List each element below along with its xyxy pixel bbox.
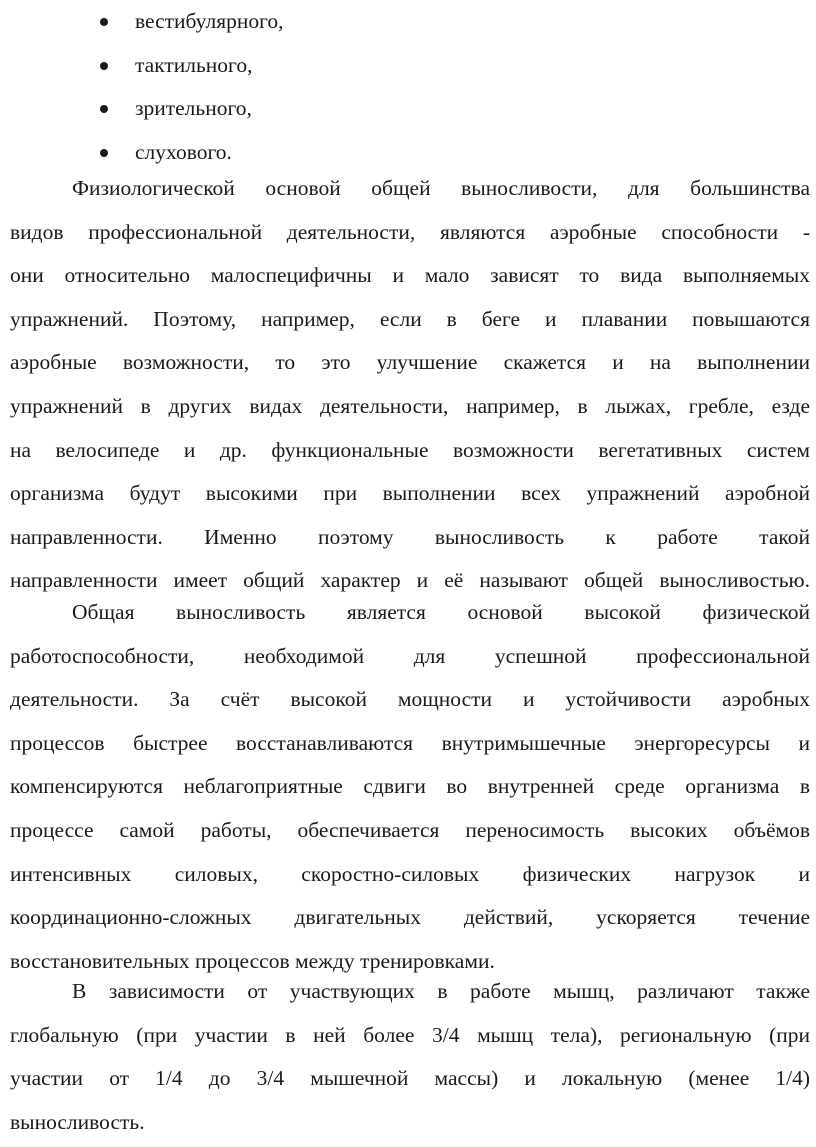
list-item: [0, 44, 816, 88]
text-line: направленности. Именно поэтому выносливость к работе такой: [10, 524, 810, 549]
list-item: [0, 0, 816, 44]
paragraph-general-endurance: [10, 591, 810, 983]
text-line: упражнений в других видах деятельности, например, в лыжах, гребле, езде: [10, 393, 810, 418]
paragraph-endurance-types: [10, 970, 810, 1144]
list-item: [0, 87, 816, 131]
bullet-icon: [100, 18, 108, 26]
text-line: они относительно малоспецифичны и мало зависят то вида выполняемых: [10, 263, 810, 288]
bullet-icon: [100, 62, 108, 70]
bullet-icon: [100, 149, 108, 157]
text-line: Общая выносливость является основой высокой физической: [72, 600, 810, 624]
list-item-text: вестибулярного,: [135, 9, 284, 33]
text-line: деятельности. За счёт высокой мощности и устойчивости аэробных: [10, 687, 810, 712]
text-line: аэробные возможности, то это улучшение скажется и на выполнении: [10, 350, 810, 375]
text-line: процессов быстрее восстанавливаются внутримышечные энергоресурсы и: [10, 730, 810, 755]
text-line: направленности имеет общий характер и её называют общей выносливостью.: [10, 568, 810, 593]
text-line: выносливость.: [10, 1109, 145, 1134]
text-line: компенсируются неблагоприятные сдвиги во внутренней среде организма в: [10, 774, 810, 799]
text-line: глобальную (при участии в ней более 3/4 мышц тела), региональную (при: [10, 1022, 810, 1047]
text-line: участии от 1/4 до 3/4 мышечной массы) и локальную (менее 1/4): [10, 1066, 810, 1091]
list-item-text: слухового.: [135, 139, 232, 164]
text-line: В зависимости от участвующих в работе мышц, различают также: [72, 979, 810, 1003]
text-line: интенсивных силовых, скоростно-силовых физических нагрузок и: [10, 861, 810, 886]
text-line: упражнений. Поэтому, например, если в беге и плавании повышаются: [10, 306, 810, 331]
text-line: организма будут высокими при выполнении всех упражнений аэробной: [10, 481, 810, 506]
list-item-text: зрительного,: [135, 96, 252, 120]
text-line: восстановительных процессов между тренировками.: [10, 948, 495, 973]
text-line: процессе самой работы, обеспечивается переносимость высоких объёмов: [10, 817, 810, 842]
list-item-text: тактильного,: [135, 52, 253, 77]
bullet-icon: [100, 105, 108, 113]
bullet-list: [0, 0, 816, 174]
text-line: видов профессиональной деятельности, являются аэробные способности -: [10, 219, 810, 244]
paragraph-aerobic-basis: [10, 167, 810, 603]
text-line: на велосипеде и др. функциональные возможности вегетативных систем: [10, 437, 810, 462]
text-line: работоспособности, необходимой для успешной профессиональной: [10, 643, 810, 668]
text-line: координационно-сложных двигательных действий, ускоряется течение: [10, 905, 810, 930]
text-line: Физиологической основой общей выносливости, для большинства: [72, 176, 810, 200]
